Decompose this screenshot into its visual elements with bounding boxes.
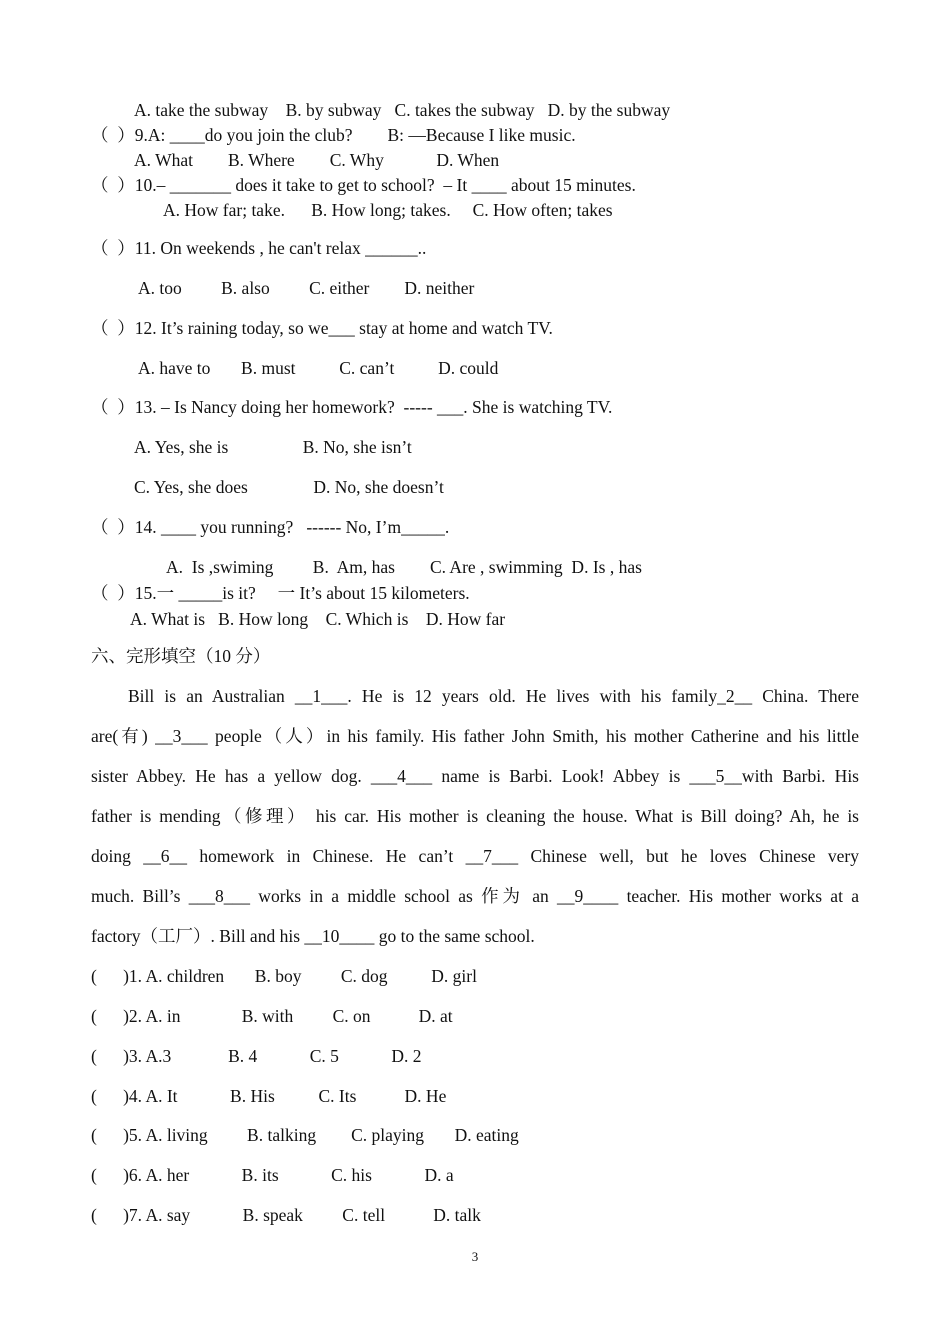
- q14-options: A. Is ,swiming B. Am, has C. Are , swimming D. Is , has: [166, 557, 642, 577]
- section-six-heading: 六、完形填空（10 分）: [91, 646, 271, 666]
- passage-line: father is mending（修理） his car. His mother is cleaning the house. What is Bill doing? Ah, he is: [91, 806, 859, 826]
- q12-stem: （ ）12. It’s raining today, so we___ stay at home and watch TV.: [91, 318, 553, 338]
- q9-options: A. What B. Where C. Why D. When: [134, 150, 500, 170]
- passage-line: Bill is an Australian __1___. He is 12 years old. He lives with his family_2__ China. There: [128, 686, 859, 706]
- cloze-option-5: ( )5. A. living B. talking C. playing D. eating: [91, 1125, 519, 1145]
- q11-stem: （ ）11. On weekends , he can't relax ______..: [91, 238, 427, 258]
- passage-line: factory（工厂）. Bill and his __10____ go to the same school.: [91, 926, 535, 946]
- cloze-option-1: ( )1. A. children B. boy C. dog D. girl: [91, 966, 477, 986]
- cloze-option-6: ( )6. A. her B. its C. his D. a: [91, 1165, 454, 1185]
- q12-options: A. have to B. must C. can’t D. could: [138, 358, 499, 378]
- cloze-option-2: ( )2. A. in B. with C. on D. at: [91, 1006, 453, 1026]
- q14-stem: （ ）14. ____ you running? ------ No, I’m_____.: [91, 517, 450, 537]
- cloze-option-7: ( )7. A. say B. speak C. tell D. talk: [91, 1205, 481, 1225]
- passage-line: much. Bill’s ___8___ works in a middle school as 作为 an __9____ teacher. His mother works at a: [91, 886, 859, 906]
- q13-options-cd: C. Yes, she does D. No, she doesn’t: [134, 477, 444, 497]
- q13-stem: （ ）13. – Is Nancy doing her homework? ----- ___. She is watching TV.: [91, 397, 613, 417]
- q9-stem: （ ）9.A: ____do you join the club? B: —Because I like music.: [91, 125, 576, 145]
- q10-options: A. How far; take. B. How long; takes. C. How often; takes: [163, 200, 613, 220]
- q10-stem: （ ）10.– _______ does it take to get to school? – It ____ about 15 minutes.: [91, 175, 636, 195]
- page-number: 3: [471, 1249, 479, 1264]
- passage-line: are(有) __3___ people（人）in his family. His father John Smith, his mother Catherine and his little: [91, 726, 859, 746]
- q8-options: A. take the subway B. by subway C. takes the subway D. by the subway: [134, 100, 671, 120]
- cloze-option-3: ( )3. A.3 B. 4 C. 5 D. 2: [91, 1046, 422, 1066]
- passage-line: sister Abbey. He has a yellow dog. ___4___ name is Barbi. Look! Abbey is ___5__with Barbi. His: [91, 766, 859, 786]
- passage-line: doing __6__ homework in Chinese. He can’t __7___ Chinese well, but he loves Chinese very: [91, 846, 859, 866]
- cloze-passage: [91, 676, 859, 956]
- q13-options-ab: A. Yes, she is B. No, she isn’t: [134, 437, 412, 457]
- q15-stem: （ ）15.一 _____is it? 一 It’s about 15 kilometers.: [91, 583, 470, 603]
- cloze-option-4: ( )4. A. It B. His C. Its D. He: [91, 1086, 447, 1106]
- q11-options: A. too B. also C. either D. neither: [138, 278, 475, 298]
- q15-options: A. What is B. How long C. Which is D. How far: [130, 609, 506, 629]
